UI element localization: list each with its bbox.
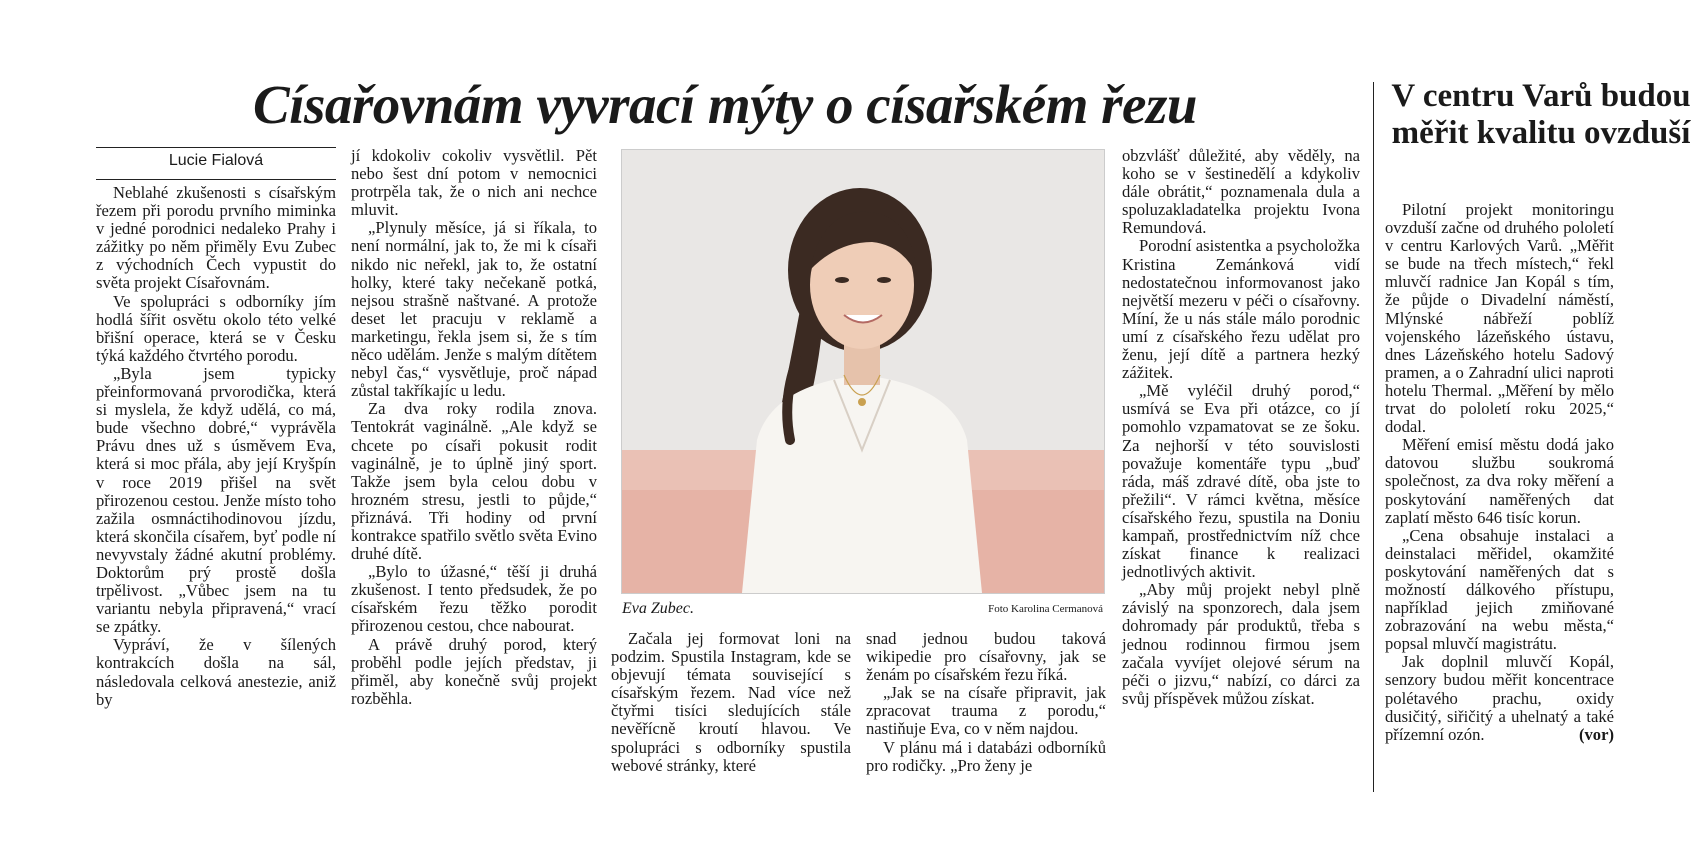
paragraph: jí kdokoliv cokoliv vysvětlil. Pět nebo šest dní potom v nemocnici protrpěla tak, že o nich ani nechce mluvit. [351, 146, 597, 220]
portrait-photo [621, 149, 1105, 594]
paragraph: Neblahé zkušenosti s císařským řezem při porodu prvního miminka v jedné porodnici nedaleko Prahy i zážitky po něm přiměly Evu Zubec z východních Čech vypustit do světa projekt Císařovnám. [96, 183, 336, 293]
article-column-3 [611, 630, 851, 775]
article-headline: Císařovnám vyvrací mýty o císařském řezu [253, 74, 1197, 135]
paragraph: Porodní asistentka a psycholožka Kristina Zemánková vidí nedostatečnou informovanost jako největší mezeru v péči o císařovny. Míní, že u nás stále málo porodnic umí z císařského řezu udělat pro ženu, její dítě a partnera hezký zážitek. [1122, 236, 1360, 383]
article-column-5 [1122, 147, 1360, 708]
author-signature: (vor) [1578, 724, 1614, 744]
author-byline: Lucie Fialová [168, 152, 264, 169]
paragraph: „Byla jsem typicky přeinformovaná prvorodička, která si myslela, že když udělá, co má, bude všechno dobré,“ vyprávěla Právu dnes už s úsměvem Eva, která si moc přála, aby její Kryšpín v roce 2019 přišel na svět přirozenou cestou. Jenže místo toho zažila osmnáctihodinovou jízdu, která skončila císařem, byť podle ní nevyvstaly žádné akutní problémy. Doktorům prý prostě došla trpělivost. „Vůbec jsem na tu variantu nebyla připravená,“ vrací se zpátky. [96, 363, 336, 637]
paragraph: „Jak se na císaře připravit, jak zpracovat trauma z porodu,“ nastiňuje Eva, co v něm najdou. [866, 683, 1106, 739]
article-column-1 [96, 184, 336, 709]
paragraph: Měření emisí městu dodá jako datovou službu soukromá společnost, za dva roky měření a poskytování naměřených dat zaplatí město 646 tisíc korun. [1385, 435, 1614, 527]
paragraph: V plánu má i databázi odborníků pro rodičky. „Pro ženy je [866, 737, 1106, 775]
paragraph: Začala jej formovat loni na podzim. Spustila Instagram, kde se objevují témata související s císařským řezem. Nad více než čtyřmi tisíci sledujících stále nevěřícně kroutí hlavou. Ve spolupráci s odborníky spustila webové stránky, které [611, 629, 851, 775]
photo-caption: Eva Zubec. [622, 600, 694, 617]
paragraph: Pilotní projekt monitoringu ovzduší začne od druhého pololetí v centru Karlových Varů. „Měřit se bude na třech místech,“ řekl mluvčí radnice Jan Kopál s tím, že půjde o Divadelní náměstí, Mlýnské nábřeží poblíž vojenského lázeňského ústavu, dnes Lázeňského hotelu Sadový pramen, a o Zahradní ulici naproti hotelu Thermal. „Měření by mělo trvat do pololetí roku 2025,“ dodal. [1385, 200, 1614, 437]
sidebar-column [1385, 201, 1614, 744]
paragraph: „Mě vyléčil druhý porod,“ usmívá se Eva při otázce, co jí pomohlo vzpamatovat se ze šoku. Za nejhorší v této souvislosti považuje komentáře typu „buď ráda, máš zdravé dítě, oba jste to přežili“. V rámci května, měsíce císařského řezu, spustila na Doniu kampaň, prostřednictvím níž chce získat finance k realizaci jednotlivých aktivit. [1122, 381, 1360, 582]
paragraph: A právě druhý porod, který proběhl podle jejích představ, ji přiměl, aby konečně svůj projekt rozběhla. [351, 634, 597, 708]
paragraph: Za dva roky rodila znova. Tentokrát vaginálně. „Ale když se chcete po císaři pokusit rodit vaginálně, je to úplně jiný sport. Takže jsem byla celou dobu v hrozném stresu, jestli to půjde,“ přiznává. Tři hodiny od první kontrakce spatřilo světlo světa Evino druhé dítě. [351, 399, 597, 564]
paragraph: snad jednou budou taková wikipedie pro císařovny, jak se ženám po císařském řezu říká. [866, 629, 1106, 685]
paragraph: Ve spolupráci s odborníky jím hodlá šířit osvětu okolo této velké břišní operace, která se v Česku týká každého čtvrtého porodu. [96, 291, 336, 365]
article-column-4 [866, 630, 1106, 775]
paragraph: „Bylo to úžasné,“ těší ji druhá zkušenost. I tento předsudek, že po císařském řezu těžko porodit přirozenou cestou, chce nabourat. [351, 562, 597, 636]
paragraph: obzvlášť důležité, aby věděly, na koho se v šestinedělí a kdykoliv dále obrátit,“ poznamenala dula a spoluzakladatelka projektu Ivona Remundová. [1122, 146, 1360, 238]
portrait-illustration [622, 150, 1104, 593]
paragraph: „Cena obsahuje instalaci a deinstalaci měřidel, okamžité poskytování naměřených dat s možností dálkového přístupu, například jejich zmiňované zobrazování na webu města,“ popsal mluvčí magistrátu. [1385, 525, 1614, 654]
paragraph-text: Jak doplnil mluvčí Kopál, senzory budou měřit koncentrace polétavého prachu, oxidy dusičitý, siřičitý a uhelnatý a také přízemní ozón. [1385, 652, 1614, 744]
paragraph: „Plynuly měsíce, já si říkala, to není normální, jak to, že mi k císaři nikdo nic neřekl, jak to, že ostatní holky, které taky nečekaně potká, nejsou strašně naštvané. A protože deset let pracuju v reklamě a marketingu, řekla jsem si, že s tím něco udělám. Jenže s malým dítětem nebyl čas,“ vysvětluje, proč nápad zůstal takříkajíc u ledu. [351, 218, 597, 401]
article-column-2 [351, 147, 597, 708]
sidebar-headline: V centru Varů budou měřit kvalitu ovzduší [1391, 78, 1691, 151]
author-rule-top [96, 147, 336, 148]
paragraph [1385, 653, 1614, 743]
paragraph: „Aby můj projekt nebyl plně závislý na sponzorech, dala jsem dohromady pár produktů, třeba s jednou rodinnou firmou jsem začala vyvíjet olejové sérum na péči o jizvu,“ nabízí, co dárci za svůj příspěvek můžou získat. [1122, 580, 1360, 708]
paragraph: Vypráví, že v šílených kontrakcích došla na sál, následovala celková anestezie, aniž by [96, 635, 336, 709]
column-divider [1373, 82, 1374, 792]
author-rule-bottom [96, 179, 336, 180]
photo-credit: Foto Karolina Cermanová [988, 603, 1103, 615]
